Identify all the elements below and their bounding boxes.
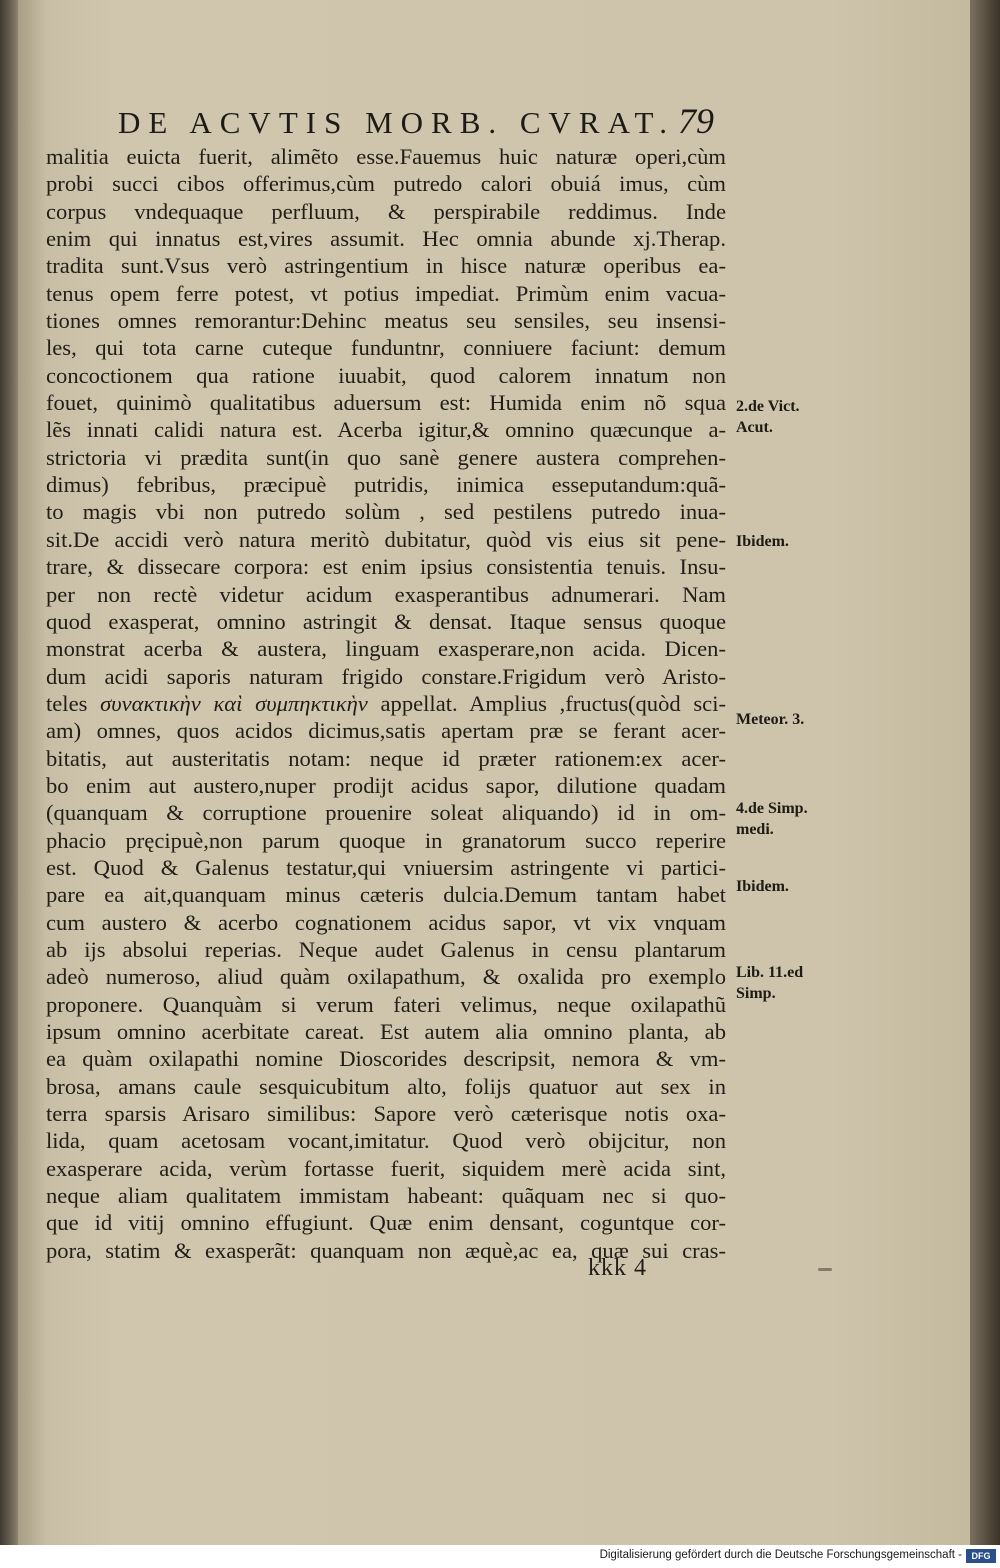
page-number: 79: [678, 101, 714, 141]
text-line: sit.De accidi verò natura meritò dubitatur, quòd vis eius sit pene-: [46, 526, 726, 552]
margin-note-line: Ibidem.: [736, 878, 789, 895]
margin-note-line: 4.de Simp.: [736, 800, 808, 817]
body-text: [46, 143, 726, 1264]
text-line: pora, statim & exasperãt: quanquam non æquè,ac ea, quæ sui cras-: [46, 1237, 726, 1263]
signature-mark: kkk 4: [588, 1255, 647, 1281]
text-line: ab ijs absolui reperias. Neque audet Galenus in censu plantarum: [46, 936, 726, 962]
margin-note: [736, 396, 800, 438]
text-line: malitia euicta fuerit, alimẽto esse.Fauemus huic naturæ operi,cùm: [46, 144, 726, 169]
ink-smudge: [818, 1268, 832, 1271]
book-binding-edge: [0, 0, 18, 1545]
margin-note: [736, 876, 789, 897]
text-line: brosa, amans caule sesquicubitum alto, folijs quatuor aut sex in: [46, 1073, 726, 1099]
text-line: ea quàm oxilapathi nomine Dioscorides descripsit, nemora & vm-: [46, 1046, 726, 1072]
text-line: lẽs innati calidi natura est. Acerba igitur,& omnino quæcunque a-: [46, 417, 726, 443]
margin-note-line: medi.: [736, 821, 774, 838]
text-line: bo enim aut austero,nuper prodijt acidus sapor, dilutione quadam: [46, 772, 726, 798]
text-line: neque aliam qualitatem immistam habeant: quãquam nec si quo-: [46, 1183, 726, 1209]
margin-note: [736, 798, 808, 840]
text-line: phacio pręcipuè,non parum quoque in granatorum succo reperire: [46, 827, 726, 853]
text-line: que id vitij omnino effugiunt. Quæ enim densant, coguntque cor-: [46, 1210, 726, 1236]
text-line: fouet, quinimò qualitatibus aduersum est: Humida enim nõ squa: [46, 390, 726, 416]
footer-credit-text: Digitalisierung gefördert durch die Deutsche Forschungsgemeinschaft -: [599, 1549, 962, 1561]
margin-note: [736, 531, 789, 552]
text-line: bitatis, aut austeritatis notam: neque id præter rationem:ex acer-: [46, 745, 726, 771]
margin-note-line: Lib. 11.ed: [736, 964, 804, 981]
text-line: tiones omnes remorantur:Dehinc meatus seu sensiles, seu insensi-: [46, 308, 726, 334]
text-line: to magis vbi non putredo solùm , sed pestilens putredo inua-: [46, 499, 726, 525]
margin-note-line: Simp.: [736, 985, 776, 1002]
text-line: [46, 690, 726, 717]
text-line: tradita sunt.Vsus verò astringentium in hisce naturæ operibus ea-: [46, 253, 726, 279]
text-line: (quanquam & corruptione prouenire soleat aliquando) id in om-: [46, 800, 726, 826]
text-line: corpus vndequaque perfluum, & perspirabile reddimus. Inde: [46, 198, 726, 224]
text-fragment: teles: [46, 690, 101, 716]
text-line: proponere. Quanquàm si verum fateri velimus, neque oxilapathũ: [46, 991, 726, 1017]
running-head: DE ACVTIS MORB. CVRAT.: [118, 105, 675, 140]
text-line: dum acidi saporis naturam frigido constare.Frigidum verò Aristo-: [46, 663, 726, 689]
digitization-footer: [0, 1545, 1000, 1568]
scan-background-edge: [970, 0, 1000, 1545]
text-line: am) omnes, quos acidos dicimus,satis apertam præ se ferant acer-: [46, 718, 726, 744]
margin-note-line: 2.de Vict.: [736, 398, 800, 415]
text-line: tenus opem ferre potest, vt potius impediat. Primùm enim vacua-: [46, 280, 726, 306]
text-line: concoctionem qua ratione iuuabit, quod calorem innatum non: [46, 362, 726, 388]
margin-note-line: Meteor. 3.: [736, 711, 805, 728]
text-line: probi succi cibos offerimus,cùm putredo calori obuiá imus, cùm: [46, 171, 726, 197]
margin-note-line: Acut.: [736, 419, 773, 436]
text-line: trare, & dissecare corpora: est enim ipsius consistentia tenuis. Insu-: [46, 554, 726, 580]
text-line: strictoria vi prædita sunt(in quo sanè genere austera comprehen-: [46, 444, 726, 470]
text-line: terra sparsis Arisaro similibus: Sapore verò cæterisque notis oxa-: [46, 1101, 726, 1127]
book-page: [18, 0, 970, 1545]
text-line: enim qui innatus est,vires assumit. Hec omnia abunde xj.Therap.: [46, 226, 726, 252]
text-line: pare ea ait,quanquam minus cæteris dulcia.Demum tantam habet: [46, 882, 726, 908]
text-line: adeò numeroso, aliud quàm oxilapathum, & oxalida pro exemplo: [46, 964, 726, 990]
margin-note: [736, 709, 804, 730]
text-line: ipsum omnino acerbitate careat. Est autem alia omnino planta, ab: [46, 1019, 726, 1044]
margin-note-line: Ibidem.: [736, 533, 789, 550]
text-fragment: appellat. Amplius ,fructus(quòd sci-: [367, 690, 727, 716]
text-line: lida, quam acetosam vocant,imitatur. Quod verò obijcitur, non: [46, 1128, 726, 1154]
text-line: monstrat acerba & austera, linguam exasperare,non acida. Dicen-: [46, 636, 726, 662]
text-line: est. Quod & Galenus testatur,qui vniuersim astringente vi partici-: [46, 854, 726, 880]
text-line: cum austero & acerbo cognationem acidus sapor, vt vix vnquam: [46, 909, 726, 935]
text-line: quod exasperat, omnino astringit & densat. Itaque sensus quoque: [46, 608, 726, 634]
greek-phrase: συνακτικὴν καὶ συμπηκτικὴν: [100, 690, 368, 716]
text-line: dimus) febribus, præcipuè putridis, inimica esseputandum:quã-: [46, 472, 726, 498]
text-line: exasperare acida, verùm fortasse fuerit, siquidem merè acida sint,: [46, 1155, 726, 1181]
dfg-logo-icon: DFG: [966, 1549, 996, 1563]
margin-note: [736, 962, 803, 1004]
text-line: les, qui tota carne cuteque funduntnr, conniuere faciunt: demum: [46, 335, 726, 361]
text-line: per non rectè videtur acidum exasperantibus adnumerari. Nam: [46, 581, 726, 607]
